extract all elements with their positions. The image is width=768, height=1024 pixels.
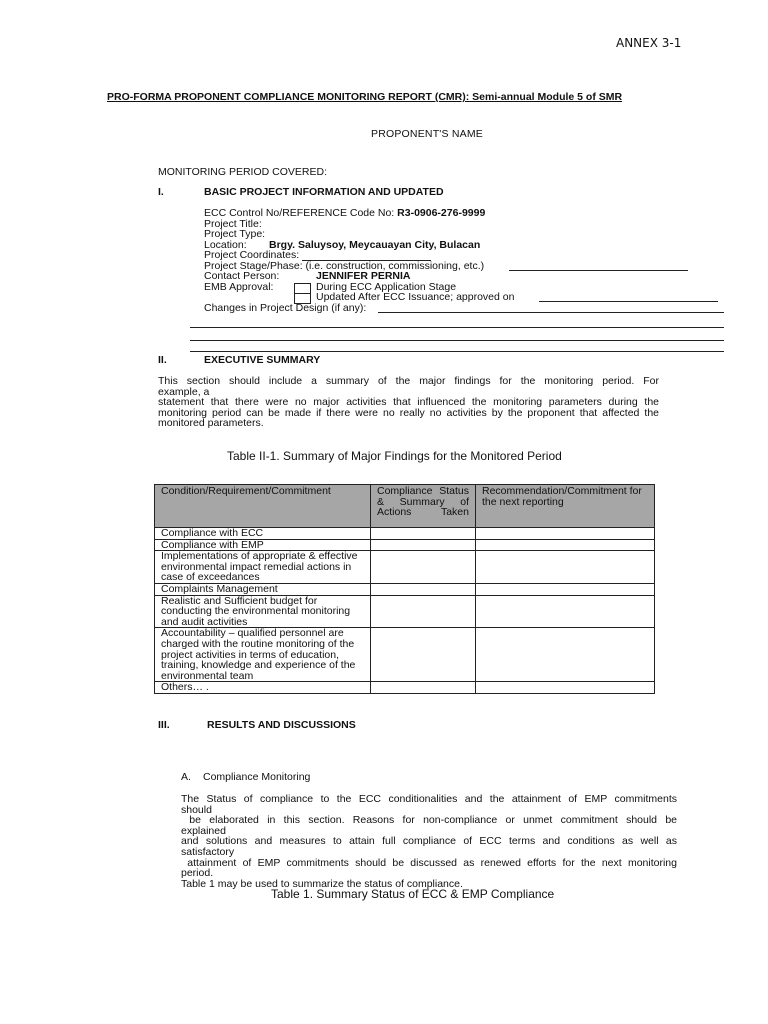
coordinates-label: Project Coordinates: bbox=[204, 249, 300, 261]
document-title: PRO-FORMA PROPONENT COMPLIANCE MONITORING REPORT (CMR): Semi-annual Module 5 of SMR bbox=[107, 91, 623, 103]
table-row bbox=[155, 628, 655, 682]
location-label: Location: bbox=[204, 239, 247, 251]
row-condition: Complaints Management bbox=[155, 583, 371, 595]
emb-label: EMB Approval: bbox=[204, 281, 274, 293]
table-row bbox=[155, 595, 655, 628]
section-2-number: II. bbox=[158, 354, 167, 366]
executive-summary-paragraph bbox=[158, 376, 659, 429]
table-row bbox=[155, 682, 655, 694]
section-1-number: I. bbox=[158, 186, 164, 198]
approved-on-line[interactable] bbox=[539, 301, 718, 302]
table-row bbox=[155, 528, 655, 540]
section-3-number: III. bbox=[158, 719, 170, 731]
annex-label: ANNEX 3-1 bbox=[616, 36, 682, 50]
changes-line-3[interactable] bbox=[190, 340, 724, 341]
paragraph-line: should bbox=[181, 803, 212, 816]
paragraph-line: be elaborated in this section. Reasons for non-compliance or unmet commitment should be bbox=[181, 814, 677, 827]
location-value: Brgy. Saluysoy, Meycauayan City, Bulacan bbox=[269, 239, 481, 251]
header-compliance-status bbox=[371, 485, 476, 528]
paragraph-line: statement that there were no major activities that influenced the monitoring parameters during the bbox=[158, 396, 659, 409]
row-condition: Realistic and Sufficient budget for conducting the environmental monitoring and audit activities bbox=[155, 595, 371, 628]
table-ii-1-caption: Table II-1. Summary of Major Findings for the Monitored Period bbox=[227, 449, 562, 463]
subsection-a-title: Compliance Monitoring bbox=[203, 771, 311, 783]
section-3-title: RESULTS AND DISCUSSIONS bbox=[207, 719, 356, 731]
section-2-title: EXECUTIVE SUMMARY bbox=[204, 354, 321, 366]
changes-line-2[interactable] bbox=[190, 327, 724, 328]
monitoring-period: MONITORING PERIOD COVERED: bbox=[158, 166, 327, 178]
changes-line-4[interactable] bbox=[190, 351, 724, 352]
paragraph-line: The Status of compliance to the ECC conditionalities and the attainment of EMP commitments bbox=[181, 793, 677, 805]
header-recommendation: Recommendation/Commitment for the next reporting bbox=[476, 485, 655, 528]
section-1-title: BASIC PROJECT INFORMATION AND UPDATED bbox=[204, 186, 444, 198]
row-recommendation-cell[interactable] bbox=[476, 551, 655, 584]
contact-label: Contact Person: bbox=[204, 270, 280, 282]
compliance-monitoring-paragraph bbox=[181, 794, 677, 889]
paragraph-line: and solutions and measures to attain full compliance of ECC terms and conditions as well as bbox=[181, 835, 677, 848]
changes-label: Changes in Project Design (if any): bbox=[204, 302, 367, 314]
row-recommendation-cell[interactable] bbox=[476, 528, 655, 540]
row-status-cell[interactable] bbox=[371, 583, 476, 595]
stage-line[interactable] bbox=[509, 270, 688, 271]
row-recommendation-cell[interactable] bbox=[476, 682, 655, 694]
row-recommendation-cell[interactable] bbox=[476, 539, 655, 551]
emb-option-1-label: During ECC Application Stage bbox=[316, 281, 457, 293]
row-condition: Compliance with ECC bbox=[155, 528, 371, 540]
ecc-label: ECC Control No/REFERENCE Code No: bbox=[204, 207, 395, 219]
paragraph-line: monitored parameters. bbox=[158, 417, 264, 430]
ecc-value: R3-0906-276-9999 bbox=[397, 207, 486, 219]
row-recommendation-cell[interactable] bbox=[476, 595, 655, 628]
paragraph-line: This section should include a summary of the major findings for the monitoring period. For bbox=[158, 375, 659, 387]
paragraph-line: explained bbox=[181, 824, 226, 837]
paragraph-line: monitoring period can be made if there were no really no activities by the proponent that affected the bbox=[158, 406, 659, 419]
table-header-row bbox=[155, 485, 655, 528]
table-row bbox=[155, 551, 655, 584]
project-title-label: Project Title: bbox=[204, 218, 262, 230]
paragraph-line: satisfactory bbox=[181, 845, 235, 858]
row-recommendation-cell[interactable] bbox=[476, 583, 655, 595]
changes-line-1[interactable] bbox=[378, 312, 724, 313]
row-status-cell[interactable] bbox=[371, 551, 476, 584]
table-row bbox=[155, 583, 655, 595]
paragraph-line: example, a bbox=[158, 385, 210, 398]
row-recommendation-cell[interactable] bbox=[476, 628, 655, 682]
paragraph-line: Table 1 may be used to summarize the status of compliance. bbox=[181, 877, 463, 890]
contact-value: JENNIFER PERNIA bbox=[316, 270, 411, 282]
row-condition: Implementations of appropriate & effective environmental impact remedial actions in case of exceedances bbox=[155, 551, 371, 584]
emb-option-2-label: Updated After ECC Issuance; approved on bbox=[316, 291, 515, 303]
table-1-caption: Table 1. Summary Status of ECC & EMP Compliance bbox=[271, 887, 555, 901]
row-status-cell[interactable] bbox=[371, 539, 476, 551]
row-condition: Compliance with EMP bbox=[155, 539, 371, 551]
subsection-a-letter: A. bbox=[181, 771, 191, 783]
row-condition: Accountability – qualified personnel are charged with the routine monitoring of the project activities in terms of education, training, knowledge and experience of the environmental team bbox=[155, 628, 371, 682]
proponent-name: PROPONENT'S NAME bbox=[371, 128, 483, 140]
row-status-cell[interactable] bbox=[371, 628, 476, 682]
row-condition: Others… . bbox=[155, 682, 371, 694]
findings-table bbox=[154, 484, 655, 694]
row-status-cell[interactable] bbox=[371, 528, 476, 540]
header-compliance-status-text: Compliance Status & Summary of Actions Taken bbox=[377, 485, 469, 519]
ecc-row bbox=[204, 208, 485, 219]
header-condition: Condition/Requirement/Commitment bbox=[155, 485, 371, 528]
project-type-label: Project Type: bbox=[204, 228, 266, 240]
row-status-cell[interactable] bbox=[371, 682, 476, 694]
paragraph-line: attainment of EMP commitments should be discussed as renewed efforts for the next monitoring bbox=[181, 856, 677, 869]
stage-label: Project Stage/Phase: (i.e. construction, commissioning, etc.) bbox=[204, 260, 485, 272]
table-row bbox=[155, 539, 655, 551]
paragraph-line: period. bbox=[181, 867, 214, 880]
row-status-cell[interactable] bbox=[371, 595, 476, 628]
